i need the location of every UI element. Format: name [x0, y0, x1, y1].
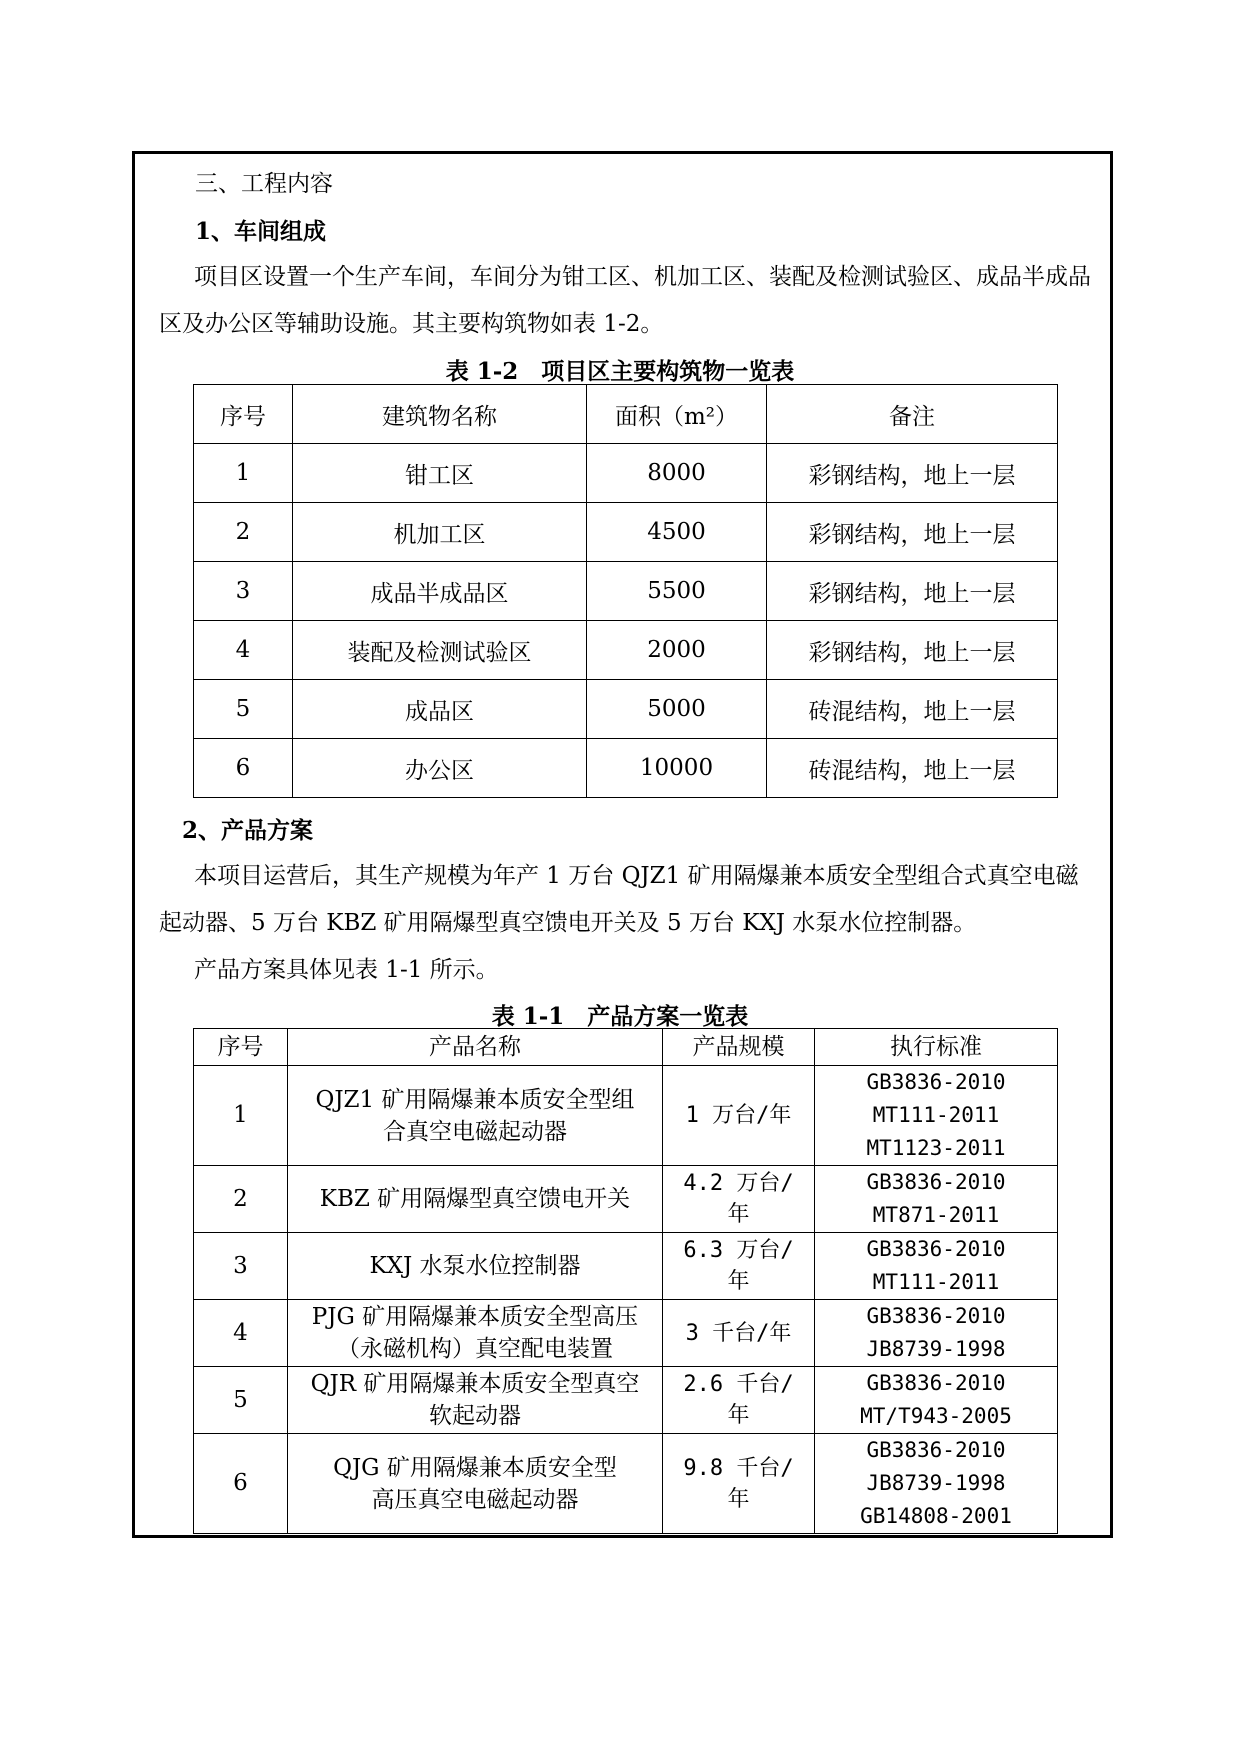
- table-cell: 5000: [587, 680, 767, 739]
- table-cell: 2000: [587, 621, 767, 680]
- production-scale-cell: [663, 1300, 815, 1367]
- row-number-cell: 3: [194, 1233, 288, 1300]
- product-name-line: （永磁机构）真空配电装置: [337, 1336, 613, 1362]
- table-cell: 成品半成品区: [293, 562, 587, 621]
- header-cell: 产品名称: [288, 1029, 663, 1066]
- production-scale-line: 1 万台/年: [685, 1103, 792, 1128]
- table-cell: 5500: [587, 562, 767, 621]
- row-number-cell: 2: [194, 1166, 288, 1233]
- table-cell: 装配及检测试验区: [293, 621, 587, 680]
- production-scale-line: 4.2 万台/: [683, 1171, 794, 1196]
- row-number-cell: 4: [194, 1300, 288, 1367]
- production-scale-cell: [663, 1367, 815, 1434]
- row-number-cell: 6: [194, 1434, 288, 1534]
- standard-cell: [815, 1434, 1058, 1534]
- production-scale-line: 2.6 千台/: [683, 1372, 794, 1397]
- header-cell: 建筑物名称: [293, 385, 587, 444]
- standard-line: GB3836-2010: [866, 1237, 1006, 1261]
- table-row: [194, 1166, 1058, 1233]
- table-cell: 砖混结构，地上一层: [767, 739, 1058, 798]
- table-row: [194, 1066, 1058, 1166]
- table-cell: 钳工区: [293, 444, 587, 503]
- product-name-cell: [288, 1434, 663, 1534]
- table-cell: 彩钢结构，地上一层: [767, 444, 1058, 503]
- table-row: [194, 444, 1058, 503]
- table-cell: 2: [194, 503, 293, 562]
- production-scale-line: 3 千台/年: [685, 1320, 792, 1346]
- header-cell: 备注: [767, 385, 1058, 444]
- product-name-line: PJG 矿用隔爆兼本质安全型高压: [311, 1304, 639, 1330]
- table-1-1-caption: 表 1-1 产品方案一览表: [491, 1003, 749, 1030]
- table-row: [194, 1233, 1058, 1300]
- table-cell: 3: [194, 562, 293, 621]
- table-row: [194, 739, 1058, 798]
- standard-line: JB8739-1998: [866, 1337, 1006, 1361]
- product-name-cell: [288, 1066, 663, 1166]
- table-cell: 办公区: [293, 739, 587, 798]
- production-scale-line: 9.8 千台/: [683, 1455, 794, 1481]
- product-name-line: KBZ 矿用隔爆型真空馈电开关: [319, 1186, 631, 1212]
- table-cell: 10000: [587, 739, 767, 798]
- product-name-line: 软起动器: [429, 1403, 521, 1429]
- table-cell: 4: [194, 621, 293, 680]
- standard-line: GB3836-2010: [866, 1170, 1006, 1194]
- header-cell: 序号: [194, 385, 293, 444]
- product-name-line: QJZ1 矿用隔爆兼本质安全型组: [315, 1086, 635, 1113]
- table-cell: 机加工区: [293, 503, 587, 562]
- table-header-row: [194, 1029, 1058, 1066]
- table-cell: 1: [194, 444, 293, 503]
- table-row: [194, 1367, 1058, 1434]
- standard-line: JB8739-1998: [866, 1471, 1006, 1495]
- standard-line: GB3836-2010: [866, 1304, 1006, 1328]
- product-name-line: KXJ 水泵水位控制器: [369, 1253, 581, 1279]
- product-name-line: 合真空电磁起动器: [383, 1118, 567, 1145]
- table-header-row: [194, 385, 1058, 444]
- header-cell: 执行标准: [815, 1029, 1058, 1066]
- production-scale-cell: [663, 1066, 815, 1166]
- standard-cell: [815, 1367, 1058, 1434]
- production-scale-line: 年: [727, 1403, 750, 1428]
- table-row: [194, 562, 1058, 621]
- table-cell: 5: [194, 680, 293, 739]
- table-row: [194, 621, 1058, 680]
- production-scale-cell: [663, 1166, 815, 1233]
- row-number-cell: 5: [194, 1367, 288, 1434]
- product-name-cell: [288, 1166, 663, 1233]
- table-cell: 成品区: [293, 680, 587, 739]
- production-scale-line: 年: [727, 1486, 750, 1512]
- subsection-title-workshop: 1、车间组成: [195, 218, 327, 245]
- products-reference-text: 产品方案具体见表 1-1 所示。: [194, 957, 499, 983]
- standard-line: GB3836-2010: [866, 1371, 1006, 1395]
- table-cell: 4500: [587, 503, 767, 562]
- section-title: 三、工程内容: [195, 171, 333, 197]
- table-row: [194, 1434, 1058, 1534]
- production-scale-cell: [663, 1233, 815, 1300]
- standard-line: GB3836-2010: [866, 1438, 1006, 1462]
- table-cell: 彩钢结构，地上一层: [767, 621, 1058, 680]
- standard-cell: [815, 1066, 1058, 1166]
- products-paragraph: 本项目运营后，其生产规模为年产 1 万台 QJZ1 矿用隔爆兼本质安全型组合式真空电磁起动器、5 万台 KBZ 矿用隔爆型真空馈电开关及 5 万台 KXJ 水泵水位控制器。: [159, 863, 1079, 936]
- standard-cell: [815, 1300, 1058, 1367]
- table-cell: 6: [194, 739, 293, 798]
- production-scale-line: 年: [727, 1202, 750, 1227]
- table-cell: 砖混结构，地上一层: [767, 680, 1058, 739]
- header-cell: 产品规模: [663, 1029, 815, 1066]
- product-name-cell: [288, 1233, 663, 1300]
- standard-line: MT/T943-2005: [860, 1404, 1012, 1428]
- standard-line: MT111-2011: [872, 1103, 1000, 1127]
- buildings-table: [193, 384, 1058, 798]
- table-row: [194, 680, 1058, 739]
- row-number-cell: 1: [194, 1066, 288, 1166]
- standard-line: MT1123-2011: [866, 1136, 1006, 1160]
- products-table: [193, 1028, 1058, 1534]
- workshop-paragraph: 项目区设置一个生产车间，车间分为钳工区、机加工区、装配及检测试验区、成品半成品区及办公区等辅助设施。其主要构筑物如表 1-2。: [159, 264, 1091, 337]
- product-name-line: QJR 矿用隔爆兼本质安全型真空: [310, 1371, 640, 1397]
- standard-line: GB3836-2010: [866, 1070, 1006, 1094]
- product-name-line: 高压真空电磁起动器: [371, 1486, 579, 1513]
- standard-line: GB14808-2001: [860, 1504, 1012, 1528]
- standard-line: MT111-2011: [872, 1270, 1000, 1294]
- standard-cell: [815, 1233, 1058, 1300]
- product-name-cell: [288, 1367, 663, 1434]
- subsection-title-products: 2、产品方案: [182, 817, 314, 844]
- product-name-line: QJG 矿用隔爆兼本质安全型: [333, 1454, 617, 1481]
- production-scale-line: 年: [727, 1269, 750, 1294]
- header-cell: 序号: [194, 1029, 288, 1066]
- table-row: [194, 1300, 1058, 1367]
- header-cell: 面积（m²）: [587, 385, 767, 444]
- table-row: [194, 503, 1058, 562]
- production-scale-line: 6.3 万台/: [683, 1238, 794, 1263]
- standard-line: MT871-2011: [872, 1203, 1000, 1227]
- table-cell: 8000: [587, 444, 767, 503]
- table-1-2-caption: 表 1-2 项目区主要构筑物一览表: [445, 358, 795, 385]
- production-scale-cell: [663, 1434, 815, 1534]
- table-cell: 彩钢结构，地上一层: [767, 562, 1058, 621]
- product-name-cell: [288, 1300, 663, 1367]
- table-cell: 彩钢结构，地上一层: [767, 503, 1058, 562]
- standard-cell: [815, 1166, 1058, 1233]
